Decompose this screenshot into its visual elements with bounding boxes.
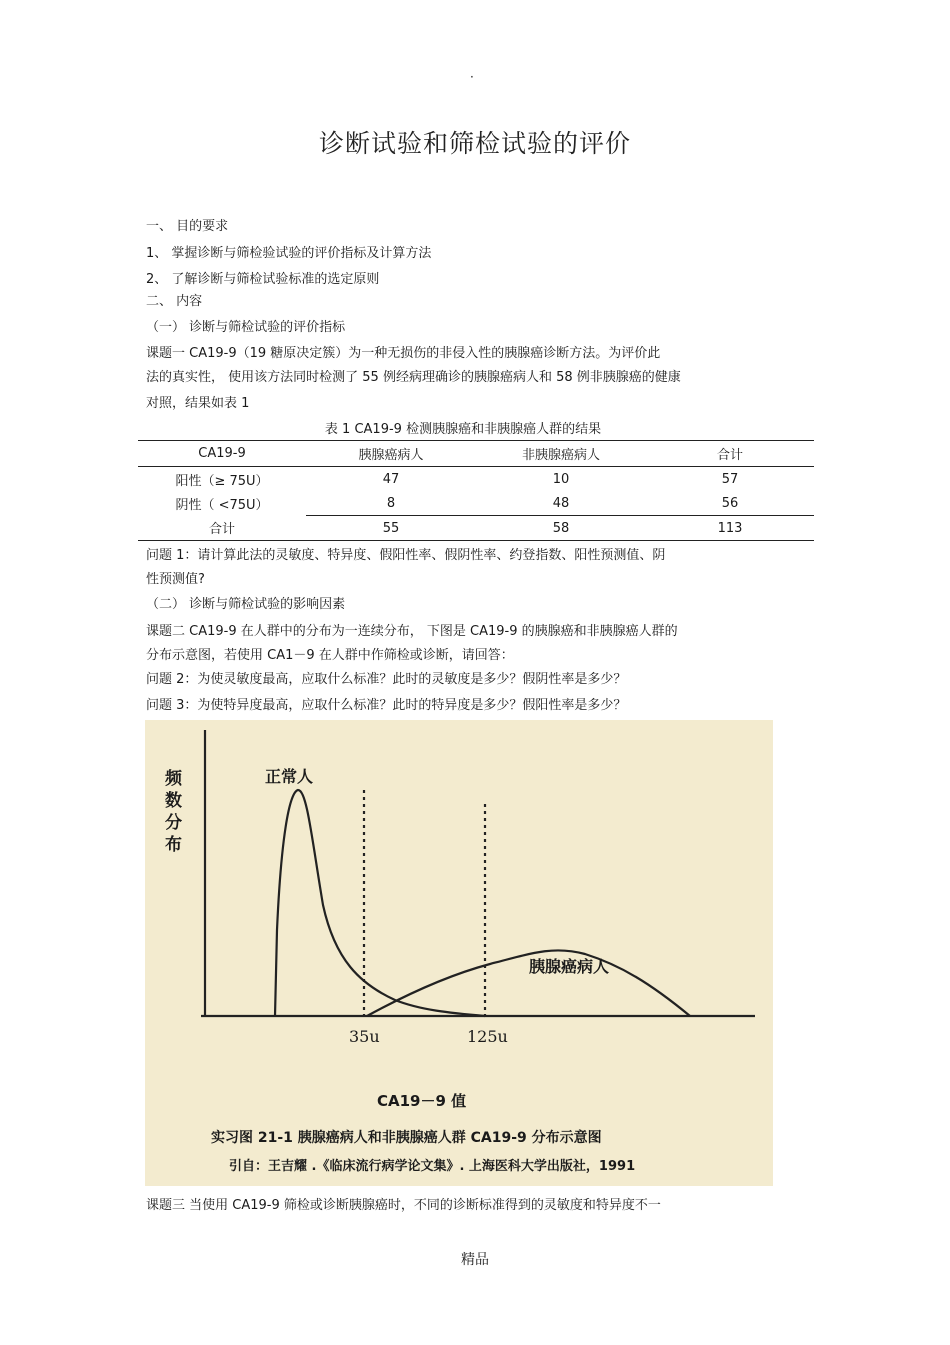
subsection-heading: （一） 诊断与筛检试验的评价指标 bbox=[146, 320, 346, 335]
normal-label: 正常人 bbox=[265, 767, 314, 786]
paragraph-line: 课题一 CA19-9（19 糖原决定簇）为一种无损伤的非侵入性的胰腺癌诊断方法。为评价此 bbox=[146, 346, 661, 361]
table-cell: 10 bbox=[552, 471, 570, 487]
table-cell: 48 bbox=[552, 495, 570, 511]
table-header-cell: CA19-9 bbox=[138, 441, 306, 467]
distribution-diagram bbox=[145, 720, 773, 1186]
table-header-cell: 合计 bbox=[646, 441, 814, 467]
table-cell: 47 bbox=[382, 471, 400, 487]
x-axis-label: CA19－9 值 bbox=[377, 1092, 467, 1110]
figure-source: 引自：王吉耀 .《临床流行病学论文集》. 上海医科大学出版社，1991 bbox=[229, 1159, 636, 1174]
table-cell: 8 bbox=[386, 495, 396, 511]
table-header-cell: 胰腺癌病人 bbox=[306, 441, 476, 467]
y-axis-label-2: 数 bbox=[165, 791, 182, 811]
results-table bbox=[138, 440, 814, 541]
table-cell: 56 bbox=[721, 495, 739, 511]
table-cell: 55 bbox=[306, 516, 476, 541]
table-cell: 阴性（ <75U） bbox=[175, 497, 269, 513]
table-cell: 58 bbox=[476, 516, 646, 541]
normal-curve bbox=[275, 790, 485, 1016]
tick-label-35: 35u bbox=[349, 1027, 380, 1046]
table-cell: 合计 bbox=[138, 516, 306, 541]
paragraph-line: 法的真实性， 使用该方法同时检测了 55 例经病理确诊的胰腺癌病人和 58 例非胰腺癌的健康 bbox=[146, 370, 681, 385]
question-line: 问题 1：请计算此法的灵敏度、特异度、假阳性率、假阴性率、约登指数、阳性预测值、阴 bbox=[146, 548, 666, 563]
question-line: 性预测值? bbox=[146, 572, 205, 587]
table-header-row bbox=[138, 441, 814, 467]
table-row bbox=[138, 491, 814, 516]
table-total-row bbox=[138, 516, 814, 541]
section-heading: 一、 目的要求 bbox=[146, 219, 229, 234]
y-axis-label-3: 分 bbox=[165, 813, 182, 833]
table-cell: 113 bbox=[646, 516, 814, 541]
subsection-heading: （二） 诊断与筛检试验的影响因素 bbox=[146, 597, 346, 612]
y-axis-label-1: 频 bbox=[165, 769, 182, 789]
header-mark: · bbox=[470, 70, 474, 84]
cancer-label: 胰腺癌病人 bbox=[529, 957, 610, 976]
table-row bbox=[138, 467, 814, 492]
page-footer: 精品 bbox=[461, 1252, 489, 1268]
page-title: 诊断试验和筛检试验的评价 bbox=[318, 129, 631, 158]
paragraph-line: 课题二 CA19-9 在人群中的分布为一连续分布， 下图是 CA19-9 的胰腺癌和非胰腺癌人群的 bbox=[146, 624, 678, 639]
question-line: 问题 2：为使灵敏度最高，应取什么标准？此时的灵敏度是多少？假阴性率是多少？ bbox=[146, 672, 627, 687]
objective-item: 1、 掌握诊断与筛检验试验的评价指标及计算方法 bbox=[146, 246, 432, 261]
tick-label-125: 125u bbox=[467, 1027, 508, 1046]
paragraph-line: 分布示意图，若使用 CA1－9 在人群中作筛检或诊断，请回答： bbox=[146, 648, 514, 663]
paragraph-line: 对照，结果如表 1 bbox=[146, 396, 250, 411]
question-line: 问题 3：为使特异度最高，应取什么标准？此时的特异度是多少？假阳性率是多少？ bbox=[146, 698, 627, 713]
paragraph-line: 课题三 当使用 CA19-9 筛检或诊断胰腺癌时，不同的诊断标准得到的灵敏度和特异度不一 bbox=[146, 1198, 661, 1213]
table-cell: 阳性（≥ 75U） bbox=[175, 473, 269, 489]
table-cell: 57 bbox=[721, 471, 739, 487]
objective-item: 2、 了解诊断与筛检试验标准的选定原则 bbox=[146, 272, 380, 287]
table-header-cell: 非胰腺癌病人 bbox=[476, 441, 646, 467]
distribution-figure bbox=[145, 720, 773, 1186]
table-caption: 表 1 CA19-9 检测胰腺癌和非胰腺癌人群的结果 bbox=[324, 422, 602, 437]
y-axis-label-4: 布 bbox=[165, 835, 182, 855]
section-heading: 二、 内容 bbox=[146, 294, 203, 309]
figure-caption: 实习图 21-1 胰腺癌病人和非胰腺癌人群 CA19-9 分布示意图 bbox=[211, 1130, 602, 1146]
